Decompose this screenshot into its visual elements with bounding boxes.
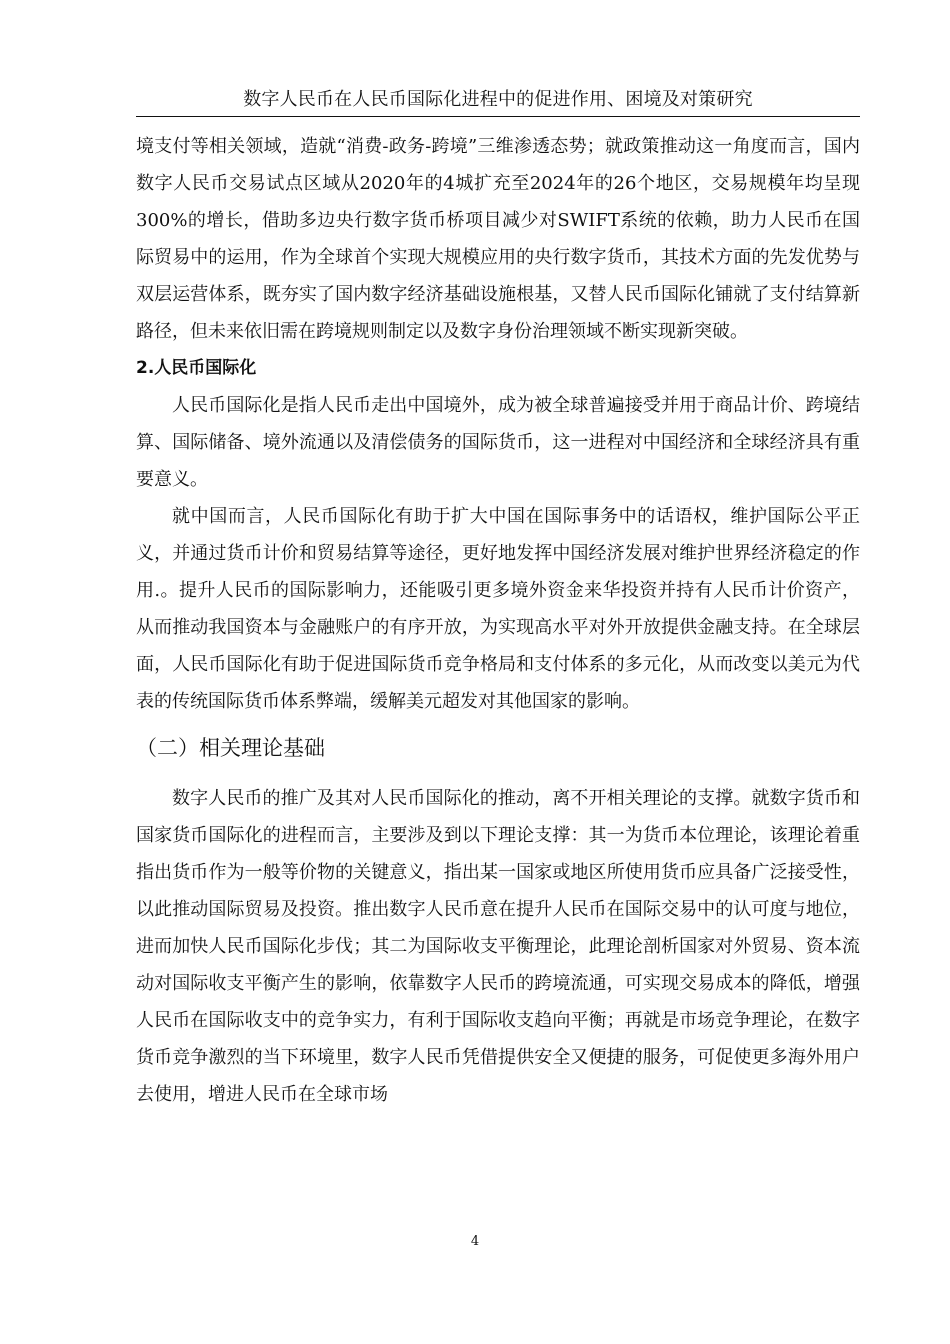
body-paragraph-theory: 数字人民币的推广及其对人民币国际化的推动，离不开相关理论的支撑。就数字货币和国家货币国际化的进程而言，主要涉及到以下理论支撑：其一为货币本位理论，该理论着重指出货币作为一般等价物的关键意义，指出某一国家或地区所使用货币应具备广泛接受性，以此推动国际贸易及投资。推出数字人民币意在提升人民币在国际交易中的认可度与地位，进而加快人民币国际化步伐；其二为国际收支平衡理论，此理论剖析国家对外贸易、资本流动对国际收支平衡产生的影响，依靠数字人民币的跨境流通，可实现交易成本的降低，增强人民币在国际收支中的竞争实力，有利于国际收支趋向平衡；再就是市场竞争理论，在数字货币竞争激烈的当下环境里，数字人民币凭借提供安全又便捷的服务，可促使更多海外用户去使用，增进人民币在全球市场 [136,788,860,1105]
section-heading-theoretical-basis: （二）相关理论基础 [136,736,325,760]
page-body [136,128,860,1113]
page-number: 4 [470,1234,480,1249]
body-paragraph-significance: 就中国而言，人民币国际化有助于扩大中国在国际事务中的话语权，维护国际公平正义，并通过货币计价和贸易结算等途径，更好地发挥中国经济发展对维护世界经济稳定的作用.。提升人民币的国际影响力，还能吸引更多境外资金来华投资并持有人民币计价资产，从而推动我国资本与金融账户的有序开放，为实现高水平对外开放提供金融支持。在全球层面，人民币国际化有助于促进国际货币竞争格局和支付体系的多元化，从而改变以美元为代表的传统国际货币体系弊端，缓解美元超发对其他国家的影响。 [136,506,860,712]
body-paragraph-continuation: 境支付等相关领域，造就“消费-政务-跨境”三维渗透态势；就政策推动这一角度而言，国内数字人民币交易试点区域从2020年的4城扩充至2024年的26个地区，交易规模年均呈现300%的增长，借助多边央行数字货币桥项目减少对SWIFT系统的依赖，助力人民币在国际贸易中的运用，作为全球首个实现大规模应用的央行数字货币，其技术方面的先发优势与双层运营体系，既夯实了国内数字经济基础设施根基，又替人民币国际化铺就了支付结算新路径，但未来依旧需在跨境规则制定以及数字身份治理领域不断实现新突破。 [136,136,860,342]
header-rule [136,116,860,117]
body-paragraph-definition: 人民币国际化是指人民币走出中国境外，成为被全球普遍接受并用于商品计价、跨境结算、国际储备、境外流通以及清偿债务的国际货币，这一进程对中国经济和全球经济具有重要意义。 [136,395,860,490]
running-header-title: 数字人民币在人民币国际化进程中的促进作用、困境及对策研究 [243,89,753,110]
subsection-heading-rmb-internationalization: 2.人民币国际化 [136,358,257,378]
